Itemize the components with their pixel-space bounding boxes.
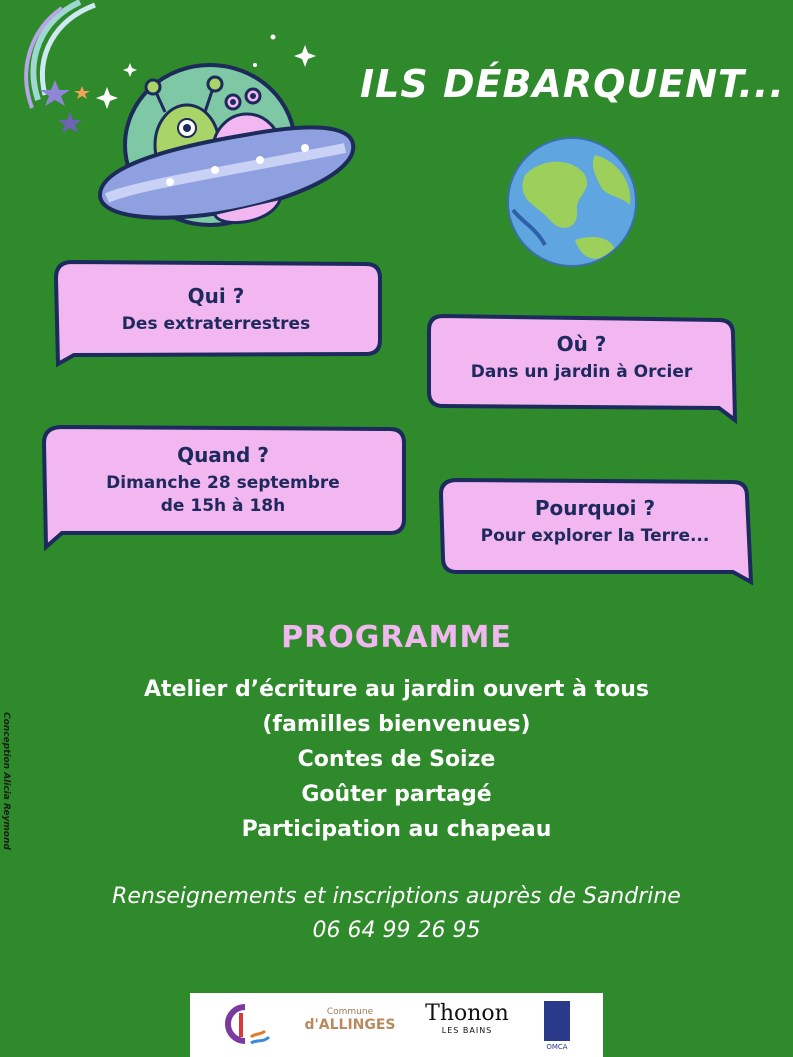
bubble-ou-answer: Dans un jardin à Orcier <box>470 362 693 382</box>
programme-title: PROGRAMME <box>281 620 512 655</box>
bubble-qui-question: Qui ? <box>187 284 245 308</box>
thonon-logo <box>422 993 512 1057</box>
bubble-qui <box>50 258 382 366</box>
allinges-logo-line1: Commune <box>326 1007 374 1017</box>
programme-item: (familles bienvenues) <box>262 712 531 737</box>
contact-line: Renseignements et inscriptions auprès de Sandrine <box>112 884 681 909</box>
programme-item: Atelier d’écriture au jardin ouvert à tous <box>143 677 649 702</box>
bubble-pourquoi <box>435 476 755 586</box>
partner-logos <box>190 993 603 1057</box>
allinges-logo-line2: d'ALLINGES <box>304 1017 396 1033</box>
omca-logo <box>542 993 572 1057</box>
bubble-quand <box>38 423 408 550</box>
ufo-aliens-icon <box>95 50 357 230</box>
contact-block <box>0 880 793 948</box>
design-credit: Conception Alicia Reymond <box>1 712 11 850</box>
programme-item: Contes de Soize <box>297 747 496 772</box>
bubble-quand-answer-line2: de 15h à 18h <box>160 496 286 516</box>
programme-item: Goûter partagé <box>301 782 492 807</box>
page-title: ILS DÉBARQUENT... <box>360 62 785 106</box>
thonon-logo-line2: LES BAINS <box>441 1026 493 1035</box>
earth-icon <box>505 135 640 270</box>
bubble-ou-question: Où ? <box>556 332 607 356</box>
bubble-quand-question: Quand ? <box>177 443 269 467</box>
allinges-logo <box>300 993 400 1057</box>
omca-logo-text: OMCA <box>546 1043 568 1051</box>
bubble-pourquoi-question: Pourquoi ? <box>534 496 656 520</box>
bubble-quand-answer-line1: Dimanche 28 septembre <box>106 473 340 493</box>
bubble-qui-answer: Des extraterrestres <box>121 314 311 334</box>
programme-list <box>0 672 793 847</box>
contact-phone: 06 64 99 26 95 <box>312 918 481 943</box>
programme-item: Participation au chapeau <box>241 817 552 842</box>
thonon-logo-line1: Thonon <box>425 1001 509 1026</box>
bubble-pourquoi-answer: Pour explorer la Terre... <box>480 526 710 546</box>
cls-logo <box>215 993 275 1057</box>
bubble-ou <box>423 312 740 424</box>
